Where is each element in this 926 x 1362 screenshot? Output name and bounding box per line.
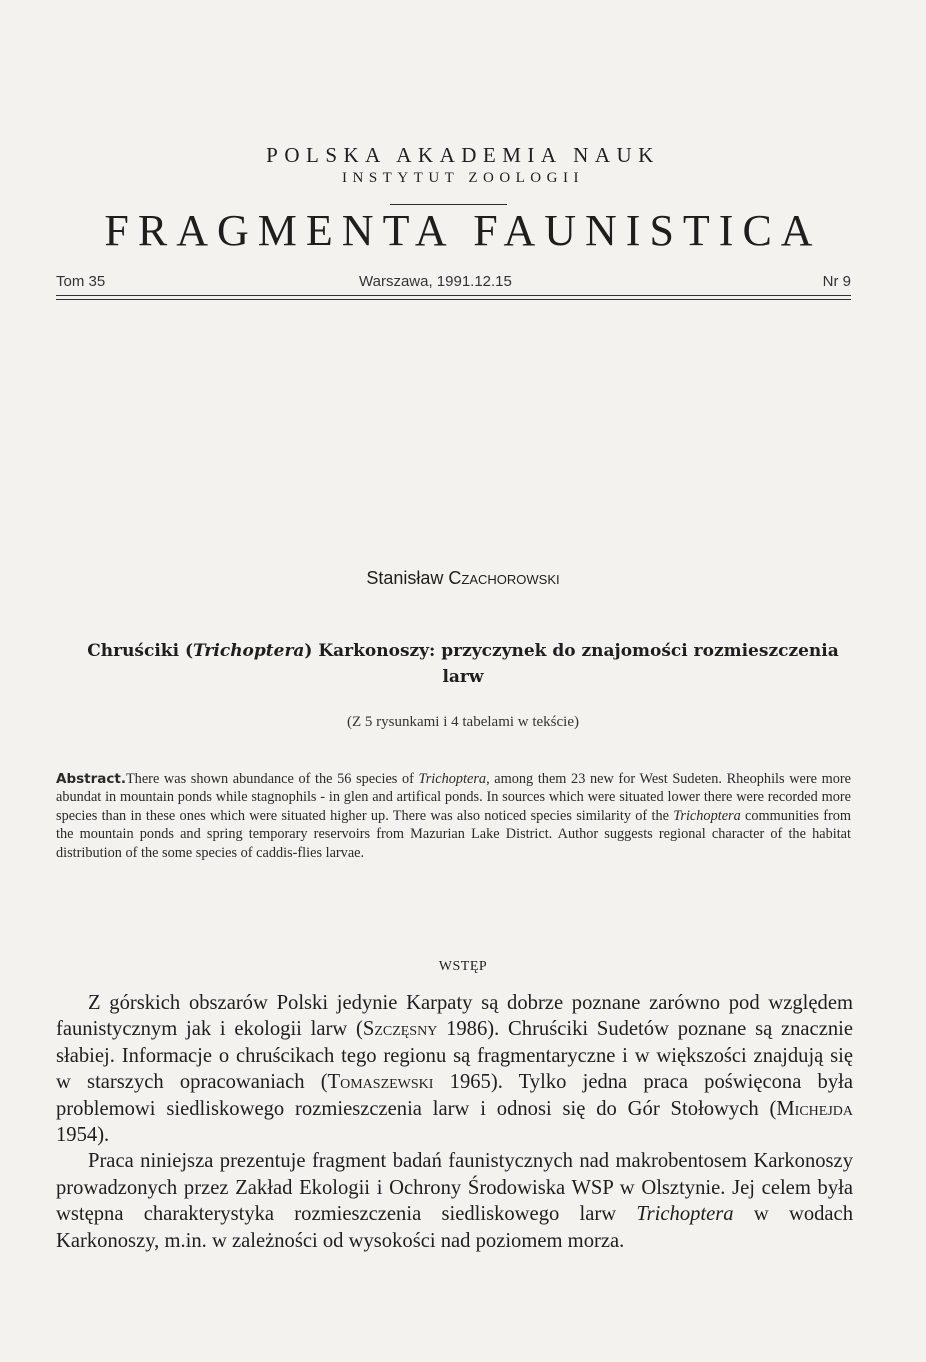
- abstract-text-2: , among them 23 new for West Sudeten. Rheophils were more abundat in mountain ponds while stagnophils - in glen and artifical ponds. In sources which were situated lower there were recorded more species than in these ones which were situated higher up. There was also noticed species similarity of the: [56, 771, 852, 824]
- p1-text-c: 1965). Tylko jedna praca poświęcona była problemowi siedliskowego rozmieszczenia larw i odnosi się do Gór Stołowych (: [56, 1071, 853, 1120]
- article-title: [80, 638, 846, 690]
- author-first-name: Stanisław: [366, 568, 444, 588]
- header-double-rule: [56, 295, 851, 300]
- place-date: Warszawa, 1991.12.15: [359, 273, 512, 290]
- issue-number: Nr 9: [822, 273, 851, 290]
- article-title-part1: Chruściki (: [87, 641, 194, 661]
- citation-michejda: Michejda: [776, 1097, 853, 1120]
- abstract: [56, 770, 851, 862]
- paragraph-1: [56, 990, 853, 1148]
- institute-name: INSTYTUT ZOOLOGII: [342, 170, 584, 186]
- figures-note: (Z 5 rysunkami i 4 tabelami w tekście): [346, 714, 580, 730]
- citation-tomaszewski: Tomaszewski: [327, 1071, 434, 1094]
- article-title-part2: ) Karkonoszy: przyczynek do znajomości rozmieszczenia larw: [304, 641, 839, 687]
- abstract-taxon-1: Trichoptera: [418, 771, 487, 787]
- abstract-text-3: communities from the mountain ponds and spring temporary reservoirs from Mazurian Lake District. Author suggests regional character of the habitat distribution of the some species of caddis-flies larvae.: [56, 807, 851, 861]
- academy-name: POLSKA AKADEMIA NAUK: [266, 143, 660, 167]
- p1-text-b: 1986). Chruściki Sudetów poznane są znacznie słabiej. Informacje o chruścikach tego regionu są fragmentaryczne i w większości znajdują się w starszych opracowaniach (: [56, 1018, 854, 1094]
- issue-meta-row: [56, 272, 851, 292]
- p2-text-a: Praca niniejsza prezentuje fragment badań faunistycznych nad makrobentosem Karkonoszy prowadzonych przez Zakład Ekologii i Ochrony Środowiska WSP w Olsztynie. Jej celem była wstępna charakterystyka rozmieszczenia siedliskowego larw: [56, 1150, 853, 1226]
- p1-text-d: 1954).: [56, 1124, 110, 1147]
- article-title-taxon: Trichoptera: [193, 641, 305, 661]
- body-text: [56, 990, 853, 1254]
- abstract-label: Abstract.: [56, 771, 126, 787]
- author-surname: Czachorowski: [448, 568, 560, 588]
- abstract-text-1: There was shown abundance of the 56 species of: [125, 771, 419, 787]
- abstract-taxon-2: Trichoptera: [673, 807, 741, 824]
- p1-text-a: Z górskich obszarów Polski jedynie Karpaty są dobrze poznane zarówno pod względem faunistycznym jak i ekologii larw (: [56, 992, 853, 1041]
- p2-taxon: Trichoptera: [636, 1203, 734, 1226]
- volume-label: Tom 35: [56, 273, 106, 290]
- author-name: [0, 566, 926, 590]
- section-heading: WSTĘP: [438, 959, 488, 974]
- journal-title: FRAGMENTA FAUNISTICA: [104, 206, 822, 255]
- citation-szczesny: Szczęsny: [362, 1018, 438, 1041]
- paragraph-2: [56, 1148, 853, 1254]
- p2-text-b: w wodach Karkonoszy, m.in. w zależności od wysokości nad poziomem morza.: [56, 1203, 853, 1252]
